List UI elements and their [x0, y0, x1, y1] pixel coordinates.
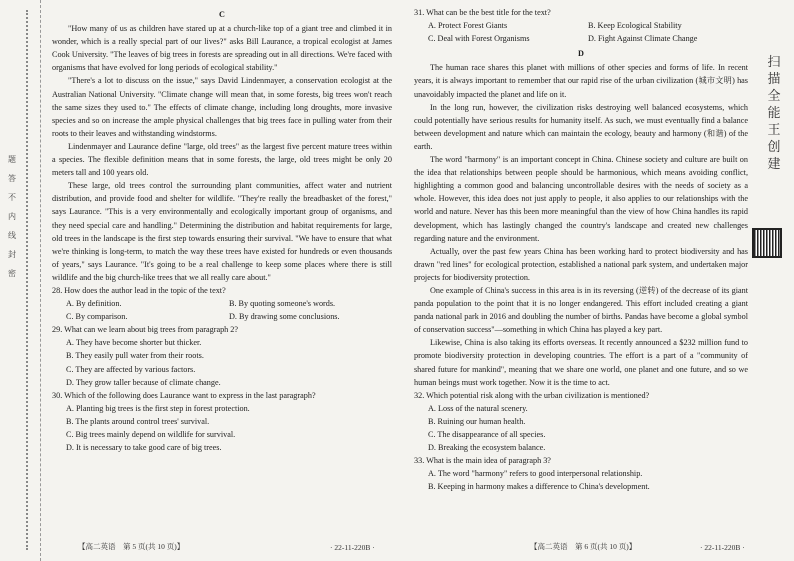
option: B. By quoting someone's words.	[229, 299, 336, 309]
qr-code-icon	[752, 228, 782, 258]
option: B. The plants around control trees' survival.	[66, 416, 210, 426]
question-28: 28. How does the author lead in the topic of the text?	[52, 285, 226, 295]
option: C. Big trees mainly depend on wildlife for survival.	[66, 430, 236, 439]
page-code: · 22-11-220B ·	[330, 543, 375, 552]
page-footer: 【高二英语 第 6 页(共 10 页)】	[530, 542, 637, 551]
watermark-char: 能	[767, 106, 781, 121]
section-d-heading: D	[578, 49, 584, 59]
option: C. Deal with Forest Organisms	[428, 34, 530, 44]
question-31-options	[428, 32, 748, 45]
question-28-options	[66, 310, 392, 323]
seal-line-label	[5, 150, 19, 283]
passage-paragraph: Actually, over the past few years China has been working hard to protect biodiversity and has drawn "red lines" for ecological protection, established a national park system, and undertaken major projects for biodiversity protection.	[414, 246, 748, 282]
seal-char: 封	[8, 250, 16, 259]
option: D. Breaking the ecosystem balance.	[428, 443, 546, 453]
binding-margin	[0, 0, 41, 561]
passage-paragraph: The human race shares this planet with millions of other species and forms of life. In recent years, it is always important to remember that our rapid rise of the urban civilization (城市文明) has unavoidably impacted the planet and life on it.	[414, 63, 748, 99]
scanner-watermark	[766, 54, 782, 173]
left-page	[52, 6, 392, 454]
watermark-char: 王	[767, 123, 781, 138]
question-28-options	[66, 297, 392, 310]
seal-char: 线	[8, 231, 16, 240]
passage-paragraph: "How many of us as children have stared up at a church-like top of a giant tree and climbed it in wonder, which is a really special part of our lives?" asks Bill Laurance, a tropical ecologist at James Cook University. "The leaves of big trees in forests are spreading out in all directions. We're faced with organisms that have evolved for long periods of ecological stability."	[52, 24, 392, 73]
seal-char: 题	[8, 155, 16, 164]
option: D. They grow taller because of climate change.	[66, 377, 221, 387]
seal-dotted-line	[26, 10, 28, 550]
right-page	[414, 6, 748, 493]
option: C. The disappearance of all species.	[428, 430, 546, 439]
page-code: · 22-11-220B ·	[700, 543, 745, 552]
option: A. They have become shorter but thicker.	[66, 338, 202, 348]
option: B. Keeping in harmony makes a difference to China's development.	[428, 482, 650, 492]
seal-char: 内	[8, 212, 16, 221]
option: B. They easily pull water from their roots.	[66, 351, 204, 361]
option: A. Planting big trees is the first step in forest protection.	[66, 403, 250, 413]
passage-paragraph: One example of China's success in this area is in its reversing (逆转) of the decrease of its giant panda population to the point that it is no longer endangered. This effort included creating a giant panda national park in 2016 and doubling the number of births. Pandas have become a global symbol of conservation success"—something in which China has played a key part.	[414, 285, 748, 335]
option: D. By drawing some conclusions.	[229, 312, 340, 322]
page-footer: 【高二英语 第 5 页(共 10 页)】	[78, 542, 185, 551]
option: A. Protect Forest Giants	[428, 21, 508, 31]
option: A. Loss of the natural scenery.	[428, 403, 528, 413]
seal-char: 答	[8, 174, 16, 183]
section-c-heading: C	[219, 10, 225, 19]
option: D. Fight Against Climate Change	[588, 34, 698, 44]
passage-paragraph: Likewise, China is also taking its efforts overseas. It recently announced a $232 million fund to promote biodiversity protection in developing countries. The effort is a part of a "community of shared future for mankind", meaning that we share one world, one planet and one future, and so we human beings must work together. Now it is the time to act.	[414, 338, 748, 387]
watermark-char: 全	[767, 89, 781, 104]
passage-paragraph: "There's a lot to discuss on the issue," says David Lindenmayer, a conservation ecologist at the Australian National University. "Climate change will mean that, in some forests, big trees won't reach the same sizes they used to." The effects of climate change, including long droughts, more invasive species and so on increase the ample physical challenges that big trees face in pulling water from their roots to their leaves and withstanding windstorms.	[52, 76, 392, 138]
question-30: 30. Which of the following does Laurance want to express in the last paragraph?	[52, 390, 316, 400]
seal-char: 不	[8, 193, 16, 202]
question-29: 29. What can we learn about big trees from paragraph 2?	[52, 325, 239, 335]
question-33: 33. What is the main idea of paragraph 3?	[414, 456, 551, 466]
watermark-char: 建	[767, 157, 781, 172]
watermark-char: 描	[767, 72, 781, 87]
option: A. By definition.	[66, 299, 122, 309]
watermark-char: 创	[767, 140, 781, 155]
option: D. It is necessary to take good care of big trees.	[66, 443, 222, 453]
passage-paragraph: Lindenmayer and Laurance define "large, old trees" as the largest five percent mature trees within a species. The flexible definition means that in some forests, the large, old trees might be only 20 meters tall and 100 years old.	[52, 141, 392, 178]
option: C. By comparison.	[66, 312, 128, 322]
option: B. Ruining our human health.	[428, 416, 526, 426]
question-31-options	[428, 19, 748, 32]
seal-char: 密	[8, 269, 16, 278]
passage-paragraph: The word "harmony" is an important concept in China. Chinese society and culture are built on the idea that relationships between people should be harmonious, which means avoiding conflict, highlighting a common good and balancing uncontrollable desires with the needs of society as a whole. However, this idea does not just apply to people, it also applies to our relationships with the world and nature. Never has this been more meaningful than the view of how China handles its rapid development, which has lastingly changed the country's landscape and created new challenges regarding nature and the environment.	[414, 155, 748, 243]
passage-paragraph: In the long run, however, the civilization risks destroying well balanced ecosystems, which could potentially have serious results for humanity itself. As such, we must eventually find a balance between development and nature which can maintain the ecology, beauty and harmony (和谐) of the earth.	[414, 102, 748, 151]
watermark-char: 扫	[767, 55, 781, 70]
option: B. Keep Ecological Stability	[588, 21, 682, 31]
option: C. They are affected by various factors.	[66, 364, 196, 374]
question-31: 31. What can be the best title for the text?	[414, 8, 551, 17]
question-32: 32. Which potential risk along with the urban civilization is mentioned?	[414, 390, 650, 400]
passage-paragraph: These large, old trees control the surrounding plant communities, affect water and nutrient distribution, and provide food and shelter for wildlife. "They're really the breadbasket of the forest," says Laurance. "This is a very environmentally and ecologically important group of organisms, and they need special care and handling." Determining the distribution and habitat requirements for large, old trees in the landscape is the first step towards ensuring their survival. "We have to ensure that what we're thinking is long-term, to match the way these trees have existed for hundreds or even thousands of years," says Laurance. "It's going to be a real challenge to keep some places where there is still wildlife and the big church-like trees that we all really care about."	[52, 181, 392, 282]
option: A. The word "harmony" refers to good interpersonal relationship.	[428, 469, 643, 479]
